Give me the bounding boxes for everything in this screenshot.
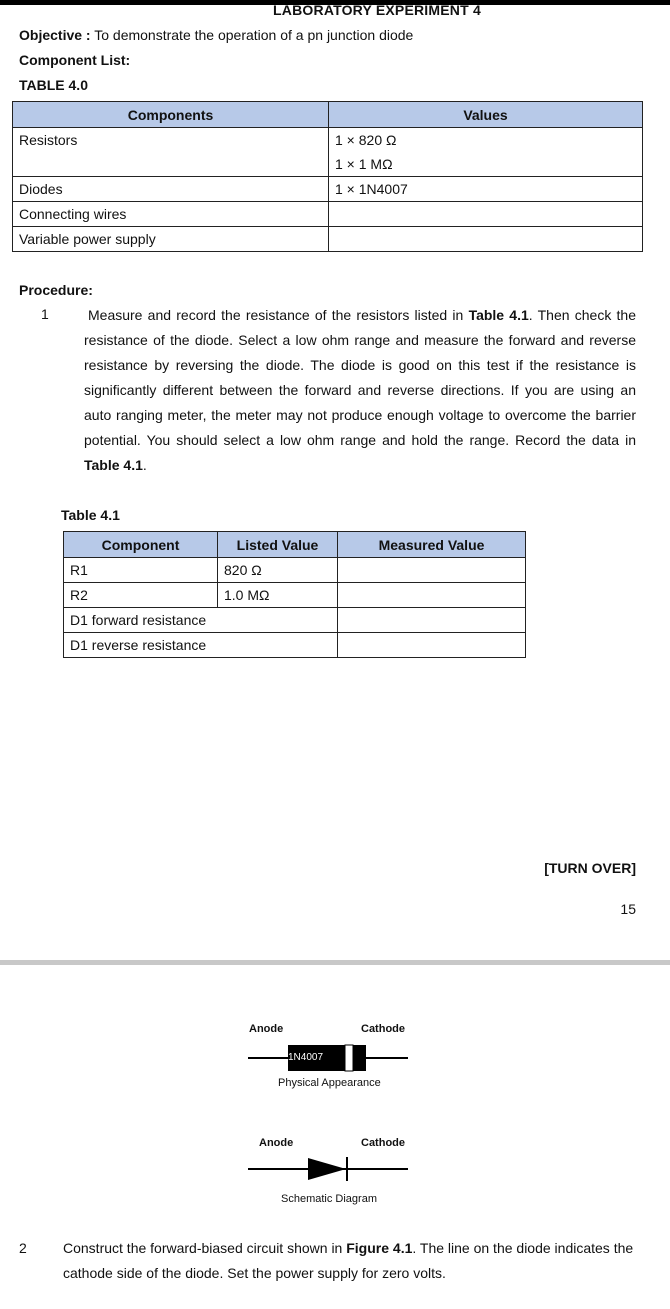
measurements-table <box>63 531 526 658</box>
measured-value-cell <box>338 583 526 608</box>
component-cell: Diodes <box>13 177 329 202</box>
table-reference: Table 4.1 <box>84 457 143 473</box>
value-line: 1 × 1 MΩ <box>335 156 393 172</box>
component-cell: Resistors <box>13 128 329 177</box>
table-reference: Table 4.1 <box>468 307 529 323</box>
page-title: LABORATORY EXPERIMENT 4 <box>273 2 481 18</box>
objective-line <box>19 27 413 43</box>
measured-value-cell <box>338 558 526 583</box>
listed-value-cell: 820 Ω <box>218 558 338 583</box>
measured-value-cell <box>338 608 526 633</box>
procedure-label: Procedure: <box>19 282 93 298</box>
table-header-row <box>64 532 526 558</box>
page-number: 15 <box>620 901 636 917</box>
table-row <box>64 558 526 583</box>
page-separator <box>0 960 670 965</box>
cathode-label: Cathode <box>361 1137 405 1149</box>
cathode-band <box>345 1045 353 1071</box>
schematic-caption: Schematic Diagram <box>281 1193 377 1205</box>
diode-marking: 1N4007 <box>288 1052 324 1063</box>
table-row <box>64 608 526 633</box>
table-row <box>13 128 643 177</box>
objective-label: Objective : <box>19 27 91 43</box>
anode-label: Anode <box>249 1023 284 1035</box>
column-header: Measured Value <box>338 532 526 558</box>
table-row <box>13 202 643 227</box>
table-header-row <box>13 102 643 128</box>
component-cell: D1 reverse resistance <box>64 633 338 658</box>
component-cell: D1 forward resistance <box>64 608 338 633</box>
measured-value-cell <box>338 633 526 658</box>
turn-over-note: [TURN OVER] <box>544 860 636 876</box>
step-number: 2 <box>19 1240 27 1256</box>
value-cell <box>329 128 643 177</box>
column-header: Components <box>13 102 329 128</box>
value-cell: 1 × 1N4007 <box>329 177 643 202</box>
column-header: Listed Value <box>218 532 338 558</box>
diode-schematic-symbol <box>248 1154 408 1184</box>
step2-text-a: Construct the forward-biased circuit shown in <box>63 1240 347 1256</box>
value-cell <box>329 202 643 227</box>
table-row <box>64 633 526 658</box>
table40-caption: TABLE 4.0 <box>19 77 88 93</box>
physical-caption: Physical Appearance <box>278 1077 381 1089</box>
diode-physical-drawing <box>248 1043 408 1073</box>
step2-text-b: . The line on the diode indicates the cathode side of the diode. Set the power supply for zero volts. <box>63 1240 634 1281</box>
cathode-label: Cathode <box>361 1023 405 1035</box>
objective-text: To demonstrate the operation of a pn junction diode <box>90 27 414 43</box>
components-table <box>12 101 643 252</box>
step1-text-a: Measure and record the resistance of the resistors listed in <box>88 307 469 323</box>
listed-value-cell: 1.0 MΩ <box>218 583 338 608</box>
component-cell: R2 <box>64 583 218 608</box>
step-number: 1 <box>41 306 49 322</box>
diode-triangle <box>308 1158 346 1180</box>
figure-reference: Figure 4.1 <box>346 1240 413 1256</box>
table-row <box>64 583 526 608</box>
component-cell: R1 <box>64 558 218 583</box>
table-row <box>13 227 643 252</box>
anode-label: Anode <box>259 1137 294 1149</box>
value-line: 1 × 820 Ω <box>335 132 397 148</box>
step1-text-c: . <box>142 457 147 473</box>
component-cell: Connecting wires <box>13 202 329 227</box>
component-cell: Variable power supply <box>13 227 329 252</box>
table41-caption: Table 4.1 <box>61 507 120 523</box>
value-cell <box>329 227 643 252</box>
step2-text <box>63 1236 643 1286</box>
column-header: Values <box>329 102 643 128</box>
component-list-label: Component List: <box>19 52 131 68</box>
column-header: Component <box>64 532 218 558</box>
step1-text <box>84 303 636 478</box>
step1-text-b: . Then check the resistance of the diode. Select a low ohm range and measure the forward and reverse resistance by reversing the diode. The diode is good on this test if the resistance is significantly different between the forward and reverse directions. If you are using an auto ranging meter, the meter may not produce enough voltage to overcome the barrier potential. You should select a low ohm range and hold the range. Record the data in <box>84 307 637 448</box>
table-row <box>13 177 643 202</box>
